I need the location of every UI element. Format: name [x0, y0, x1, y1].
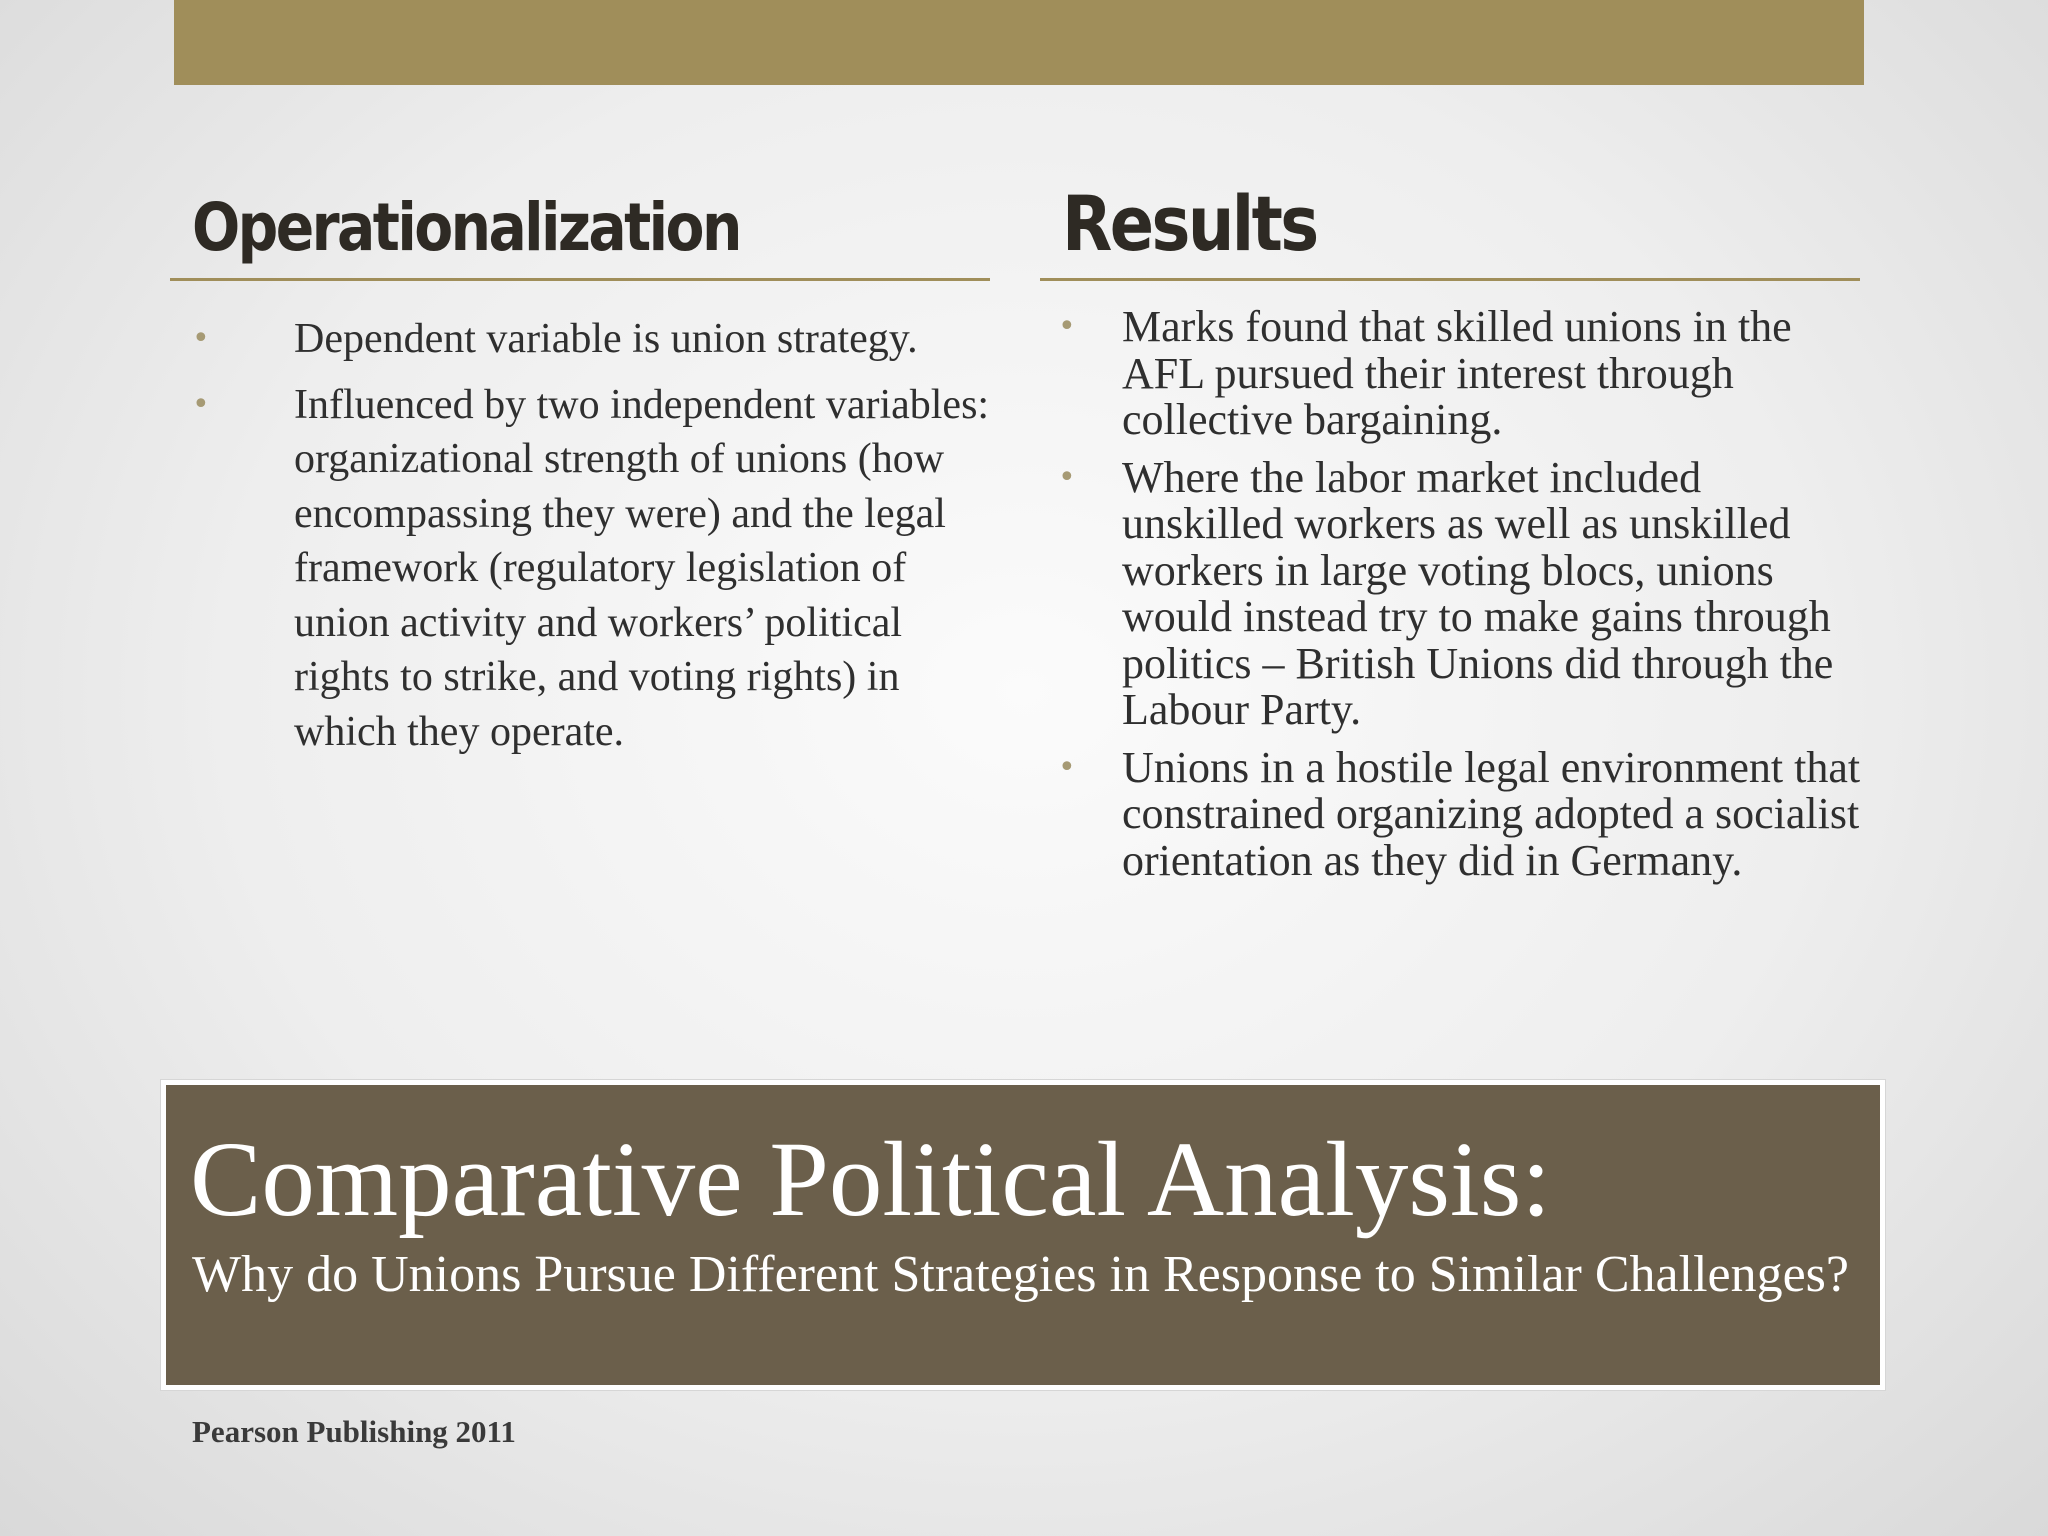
right-heading-rule — [1040, 278, 1860, 281]
list-item — [1058, 742, 1862, 885]
top-accent-bar — [174, 0, 1864, 85]
results-heading: Results — [1062, 179, 1317, 268]
list-item — [1058, 302, 1862, 444]
operationalization-heading: Operationalization — [192, 189, 740, 266]
bullet-text: Marks found that skilled unions in the AFL pursued their interest through collective bargaining. — [1122, 302, 1792, 444]
slide-title: Comparative Political Analysis: — [190, 1121, 1552, 1239]
slide-subtitle: Why do Unions Pursue Different Strategies in Response to Similar Challenges? — [192, 1246, 1849, 1303]
left-heading-rule — [170, 278, 990, 281]
title-box — [166, 1085, 1880, 1385]
list-item — [1058, 452, 1862, 734]
bullet-text: Where the labor market included unskilled workers as well as unskilled workers in large voting blocs, unions would instead try to make gains through politics – British Unions did through the Labour Party. — [1122, 452, 1834, 734]
results-list — [1058, 302, 1862, 895]
bullet-text: Unions in a hostile legal environment that constrained organizing adopted a socialist orientation as they did in Germany. — [1122, 742, 1861, 885]
publisher-footer: Pearson Publishing 2011 — [192, 1414, 516, 1449]
bullet-icon: • — [1058, 749, 1076, 785]
bullet-icon: • — [1058, 309, 1076, 344]
list-item — [192, 312, 994, 367]
bullet-icon: • — [1058, 459, 1076, 495]
bullet-text: Dependent variable is union strategy. — [294, 316, 918, 362]
list-item — [192, 378, 994, 760]
bullet-icon: • — [192, 321, 210, 356]
bullet-icon: • — [192, 386, 210, 422]
bullet-text: Influenced by two independent variables: organizational strength of unions (how encompassing they were) and the legal framework (regulatory legislation of union activity and workers’ political rights to strike, and voting rights) in which they operate. — [294, 381, 990, 755]
operationalization-list — [192, 312, 994, 770]
